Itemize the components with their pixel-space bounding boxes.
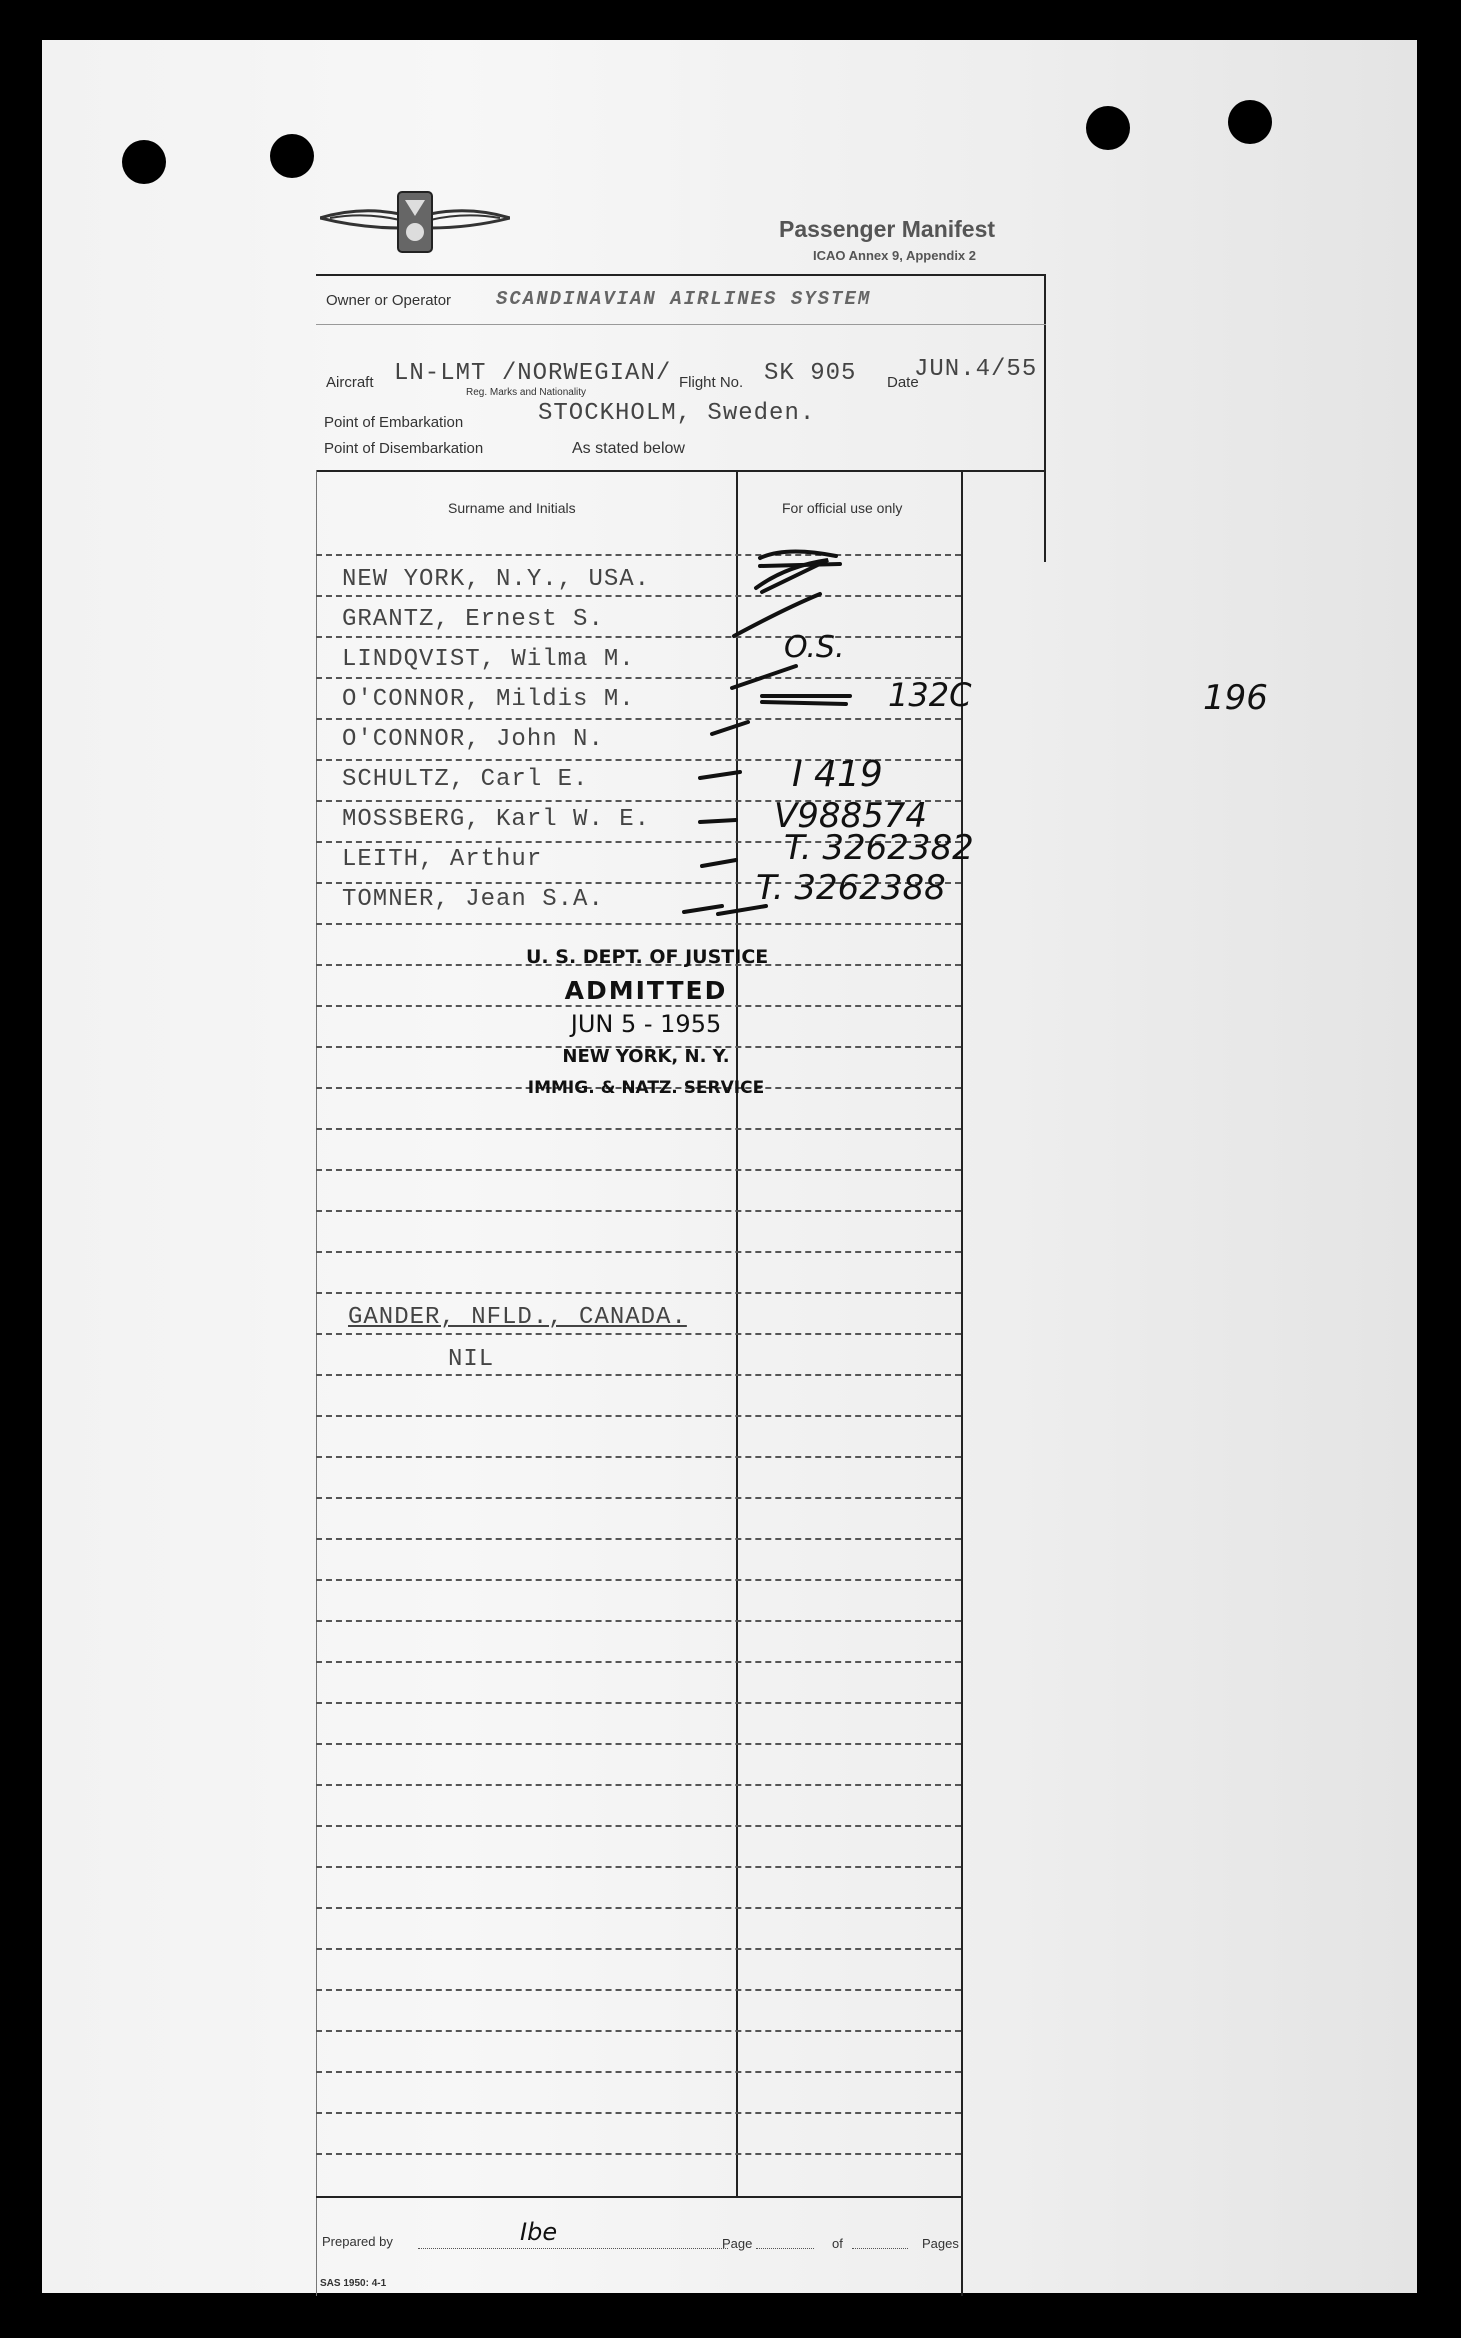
official-note: T. 3262382 bbox=[784, 828, 974, 868]
ruled-line bbox=[316, 1333, 961, 1335]
second-port-value: NIL bbox=[448, 1346, 495, 1373]
official-note: V988574 bbox=[774, 796, 928, 836]
manifest-subtitle: ICAO Annex 9, Appendix 2 bbox=[813, 248, 977, 263]
passenger-name: SCHULTZ, Carl E. bbox=[342, 766, 589, 793]
manifest-form bbox=[316, 88, 1046, 2296]
prepared-label: Prepared by bbox=[322, 2234, 393, 2249]
column-header-official: For official use only bbox=[782, 500, 903, 516]
ruled-line bbox=[316, 1743, 961, 1745]
punch-hole bbox=[1086, 106, 1130, 150]
page-dots bbox=[756, 2248, 814, 2249]
ruled-line bbox=[316, 1005, 961, 1007]
ruled-line bbox=[316, 1866, 961, 1868]
punch-hole bbox=[1228, 100, 1272, 144]
stamp-city: NEW YORK, N. Y. bbox=[562, 1046, 730, 1067]
column-header-name: Surname and Initials bbox=[448, 500, 576, 516]
prepared-dots bbox=[418, 2248, 728, 2249]
ruled-line bbox=[316, 1784, 961, 1786]
ruled-line bbox=[316, 1128, 961, 1130]
margin-number: 196 bbox=[1203, 678, 1268, 718]
ruled-line bbox=[316, 1292, 961, 1294]
ruled-line bbox=[316, 2112, 961, 2114]
ruled-line bbox=[316, 1497, 961, 1499]
ruled-line bbox=[316, 2071, 961, 2073]
official-note: O.S. bbox=[784, 630, 845, 665]
reg-caption: Reg. Marks and Nationality bbox=[466, 387, 587, 398]
stamp-admitted: ADMITTED bbox=[564, 976, 728, 1005]
ruled-line bbox=[316, 1538, 961, 1540]
passenger-name: O'CONNOR, John N. bbox=[342, 726, 604, 753]
ruled-line bbox=[316, 1661, 961, 1663]
ruled-line bbox=[316, 1415, 961, 1417]
punch-hole bbox=[122, 140, 166, 184]
owner-label: Owner or Operator bbox=[326, 292, 452, 309]
ruled-line bbox=[316, 1907, 961, 1909]
stamp-date: JUN 5 - 1955 bbox=[570, 1010, 722, 1038]
ruled-line bbox=[316, 1251, 961, 1253]
ruled-line bbox=[316, 1948, 961, 1950]
aircraft-label: Aircraft bbox=[326, 374, 374, 391]
ruled-line bbox=[316, 1620, 961, 1622]
passenger-name: LINDQVIST, Wilma M. bbox=[342, 646, 635, 673]
page-label: Page bbox=[722, 2236, 753, 2251]
disembark-value: As stated below bbox=[572, 440, 685, 457]
stamp-agency: U. S. DEPT. OF JUSTICE bbox=[526, 946, 769, 968]
passenger-name: NEW YORK, N.Y., USA. bbox=[342, 566, 651, 593]
date-value: JUN.4/55 bbox=[914, 356, 1038, 383]
of-label: of bbox=[832, 2236, 843, 2251]
ruled-line bbox=[316, 2030, 961, 2032]
embark-label: Point of Embarkation bbox=[324, 414, 464, 431]
official-note: 132C bbox=[888, 676, 972, 714]
pages-dots bbox=[852, 2248, 908, 2249]
ruled-line bbox=[316, 1989, 961, 1991]
official-note: T. 3262388 bbox=[756, 868, 946, 908]
ruled-line bbox=[316, 1374, 961, 1376]
passenger-name: O'CONNOR, Mildis M. bbox=[342, 686, 635, 713]
ruled-line bbox=[316, 1210, 961, 1212]
aircraft-value: LN-LMT /NORWEGIAN/ bbox=[394, 360, 672, 387]
date-label: Date bbox=[887, 374, 919, 391]
pages-label: Pages bbox=[922, 2236, 959, 2251]
footer-rule bbox=[316, 2196, 961, 2198]
owner-value: SCANDINAVIAN AIRLINES SYSTEM bbox=[496, 288, 872, 310]
manifest-title: Passenger Manifest bbox=[779, 216, 996, 242]
flight-label: Flight No. bbox=[679, 374, 744, 391]
passenger-name: GRANTZ, Ernest S. bbox=[342, 606, 604, 633]
embark-value: STOCKHOLM, Sweden. bbox=[538, 400, 816, 427]
disembark-label: Point of Disembarkation bbox=[324, 440, 484, 457]
ruled-line bbox=[316, 1169, 961, 1171]
passenger-name: MOSSBERG, Karl W. E. bbox=[342, 806, 651, 833]
form-code: SAS 1950: 4-1 bbox=[320, 2278, 387, 2289]
stamp-service: IMMIG. & NATZ. SERVICE bbox=[527, 1078, 765, 1098]
punch-hole bbox=[270, 134, 314, 178]
passenger-name: TOMNER, Jean S.A. bbox=[342, 886, 604, 913]
official-note: I 419 bbox=[792, 754, 883, 795]
ruled-line bbox=[316, 1825, 961, 1827]
ruled-line bbox=[316, 1579, 961, 1581]
ruled-line bbox=[316, 1702, 961, 1704]
second-port: GANDER, NFLD., CANADA. bbox=[348, 1304, 687, 1331]
ruled-line bbox=[316, 1456, 961, 1458]
ruled-line bbox=[316, 2153, 961, 2155]
flight-value: SK 905 bbox=[764, 360, 857, 387]
passenger-name: LEITH, Arthur bbox=[342, 846, 543, 873]
prepared-signature: Ibe bbox=[520, 2218, 558, 2246]
